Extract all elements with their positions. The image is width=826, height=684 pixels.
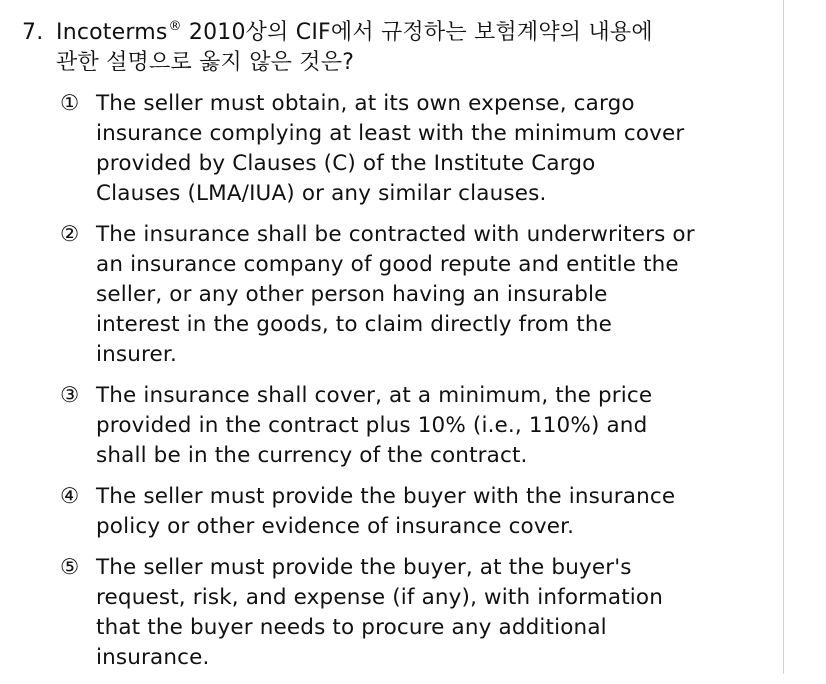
option-line: provided by Clauses (C) of the Institute Cargo	[96, 151, 596, 176]
option-line: that the buyer needs to procure any additional	[96, 615, 607, 640]
question-text-1: 2010상의 CIF에서 규정하는 보험계약의 내용에	[181, 20, 653, 45]
question-number: 7.	[22, 20, 44, 45]
question-stem	[22, 12, 762, 78]
option-3[interactable]	[60, 381, 765, 471]
option-marker: ②	[60, 222, 80, 247]
option-line: policy or other evidence of insurance cover.	[96, 514, 575, 539]
option-4[interactable]	[60, 482, 765, 542]
option-line: The seller must obtain, at its own expense, cargo	[96, 91, 635, 116]
option-line: shall be in the currency of the contract.	[96, 443, 528, 468]
option-1[interactable]	[60, 89, 765, 209]
option-line: The insurance shall be contracted with underwriters or	[96, 222, 695, 247]
option-marker: ①	[60, 91, 80, 116]
answer-options	[60, 89, 765, 684]
option-line: The seller must provide the buyer with the insurance	[96, 484, 676, 509]
option-marker: ⑤	[60, 555, 80, 580]
option-marker: ③	[60, 383, 80, 408]
option-line: Clauses (LMA/IUA) or any similar clauses.	[96, 181, 547, 206]
question-line-1	[22, 12, 762, 48]
question-term: Incoterms	[56, 20, 168, 45]
page-divider	[783, 0, 784, 674]
option-line: interest in the goods, to claim directly from the	[96, 312, 612, 337]
option-line: seller, or any other person having an insurable	[96, 282, 608, 307]
option-line: insurance complying at least with the minimum cover	[96, 121, 685, 146]
option-2[interactable]	[60, 220, 765, 370]
option-line: an insurance company of good repute and entitle the	[96, 252, 679, 277]
option-line: request, risk, and expense (if any), with information	[96, 585, 663, 610]
option-line: insurance.	[96, 645, 210, 670]
option-line: The insurance shall cover, at a minimum, the price	[96, 383, 653, 408]
option-line: insurer.	[96, 342, 177, 367]
registered-mark: ®	[168, 19, 182, 34]
option-line: provided in the contract plus 10% (i.e., 110%) and	[96, 413, 648, 438]
option-5[interactable]	[60, 553, 765, 673]
question-line-2: 관한 설명으로 옳지 않은 것은?	[56, 50, 355, 75]
option-line: The seller must provide the buyer, at the buyer's	[96, 555, 632, 580]
option-marker: ④	[60, 484, 80, 509]
